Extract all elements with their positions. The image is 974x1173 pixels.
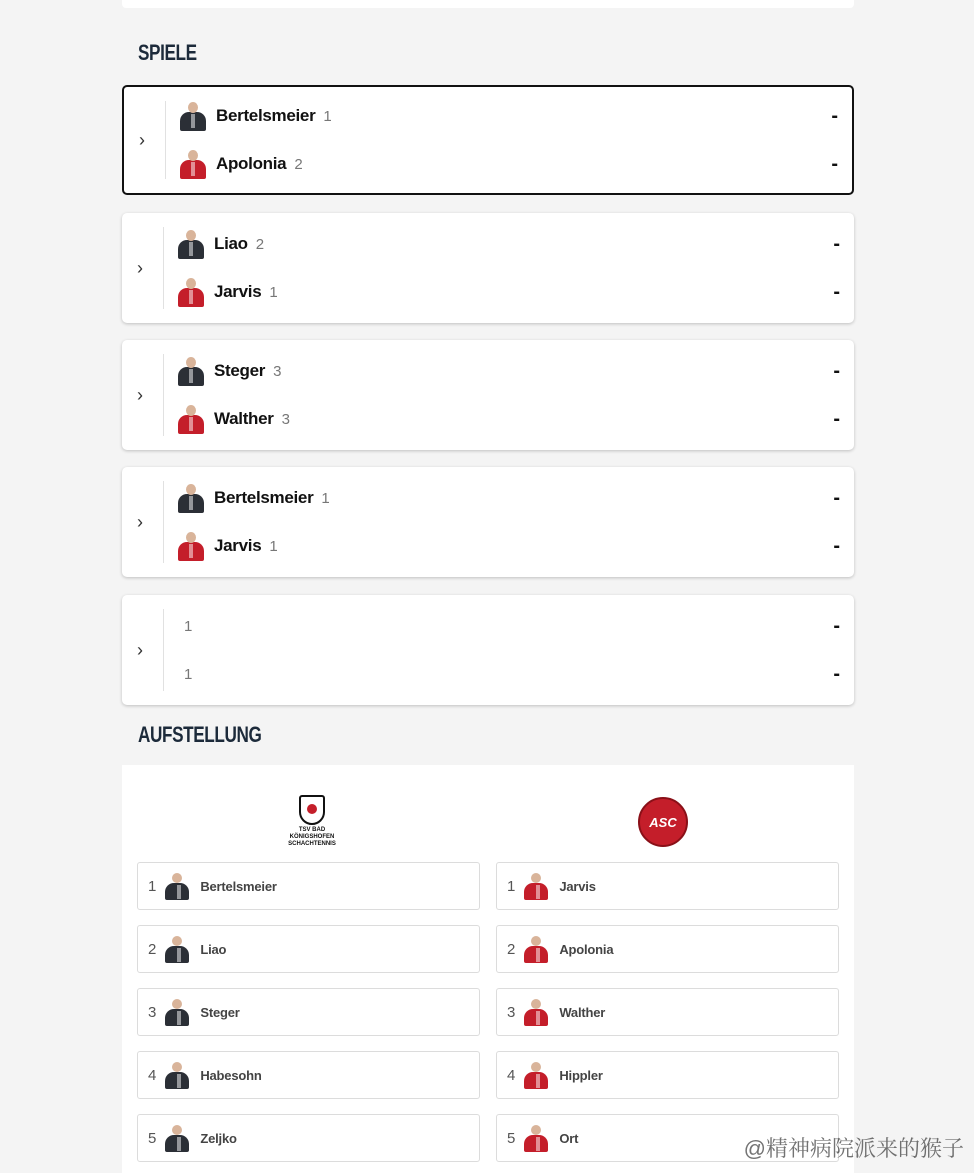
lineup-number: 3 — [507, 1003, 516, 1021]
player-avatar — [164, 1060, 190, 1090]
player-avatar — [523, 1060, 549, 1090]
match-player-row — [176, 402, 840, 436]
lineup-number: 4 — [507, 1066, 516, 1084]
player-avatar — [178, 100, 208, 132]
match-player-row — [176, 529, 840, 563]
player-number: 3 — [281, 410, 290, 428]
match-card[interactable] — [122, 213, 854, 323]
section-title-aufstellung: AUFSTELLUNG — [138, 722, 262, 747]
match-result: - — [833, 614, 840, 637]
lineup-player-name: Walther — [559, 1004, 606, 1020]
player-number: 1 — [269, 537, 278, 555]
match-player-row — [176, 354, 840, 388]
lineup-item[interactable] — [496, 862, 839, 910]
match-result: - — [833, 486, 840, 509]
player-avatar — [176, 403, 206, 435]
player-name: Bertelsmeier — [214, 488, 314, 507]
match-player-row — [176, 275, 840, 309]
player-name: Apolonia — [216, 154, 287, 173]
player-avatar — [164, 1123, 190, 1153]
divider — [163, 227, 164, 309]
chevron-right-icon[interactable]: › — [137, 385, 143, 405]
player-name: Jarvis — [214, 536, 262, 555]
lineup-number: 1 — [148, 877, 157, 895]
lineup-player-name: Hippler — [559, 1067, 603, 1083]
lineup-item[interactable] — [137, 1114, 480, 1162]
player-number: 1 — [323, 107, 332, 125]
match-player-row — [176, 609, 840, 643]
tsv-crest-icon — [299, 795, 325, 825]
asc-logo-text: ASC — [649, 814, 677, 830]
chevron-right-icon[interactable]: › — [137, 512, 143, 532]
match-player-row — [176, 227, 840, 261]
lineup-item[interactable] — [496, 925, 839, 973]
divider — [163, 354, 164, 436]
lineup-player-name: Ort — [559, 1130, 579, 1146]
player-number: 2 — [255, 235, 265, 253]
player-avatar — [176, 276, 206, 308]
watermark: @精神病院派来的猴子 — [743, 1136, 964, 1161]
lineup-player-name: Liao — [200, 941, 227, 957]
lineup-item[interactable] — [496, 988, 839, 1036]
player-number: 1 — [184, 617, 193, 635]
match-result: - — [833, 359, 840, 382]
player-avatar — [176, 482, 206, 514]
match-player-row — [176, 657, 840, 691]
match-player-row — [176, 481, 840, 515]
player-name: Steger — [214, 361, 266, 380]
player-avatar — [164, 871, 190, 901]
lineup-number: 5 — [148, 1129, 157, 1147]
lineup-item[interactable] — [137, 1051, 480, 1099]
match-result: - — [831, 152, 838, 175]
player-name: Walther — [214, 409, 274, 428]
lineup-player-name: Habesohn — [200, 1067, 262, 1083]
match-player-row — [178, 99, 838, 133]
player-avatar — [176, 355, 206, 387]
lineup-number: 4 — [148, 1066, 157, 1084]
lineup-item[interactable] — [137, 925, 480, 973]
player-avatar — [176, 530, 206, 562]
chevron-right-icon[interactable]: › — [137, 258, 143, 278]
match-result: - — [833, 662, 840, 685]
match-result: - — [831, 104, 838, 127]
lineup-player-name: Steger — [200, 1004, 240, 1020]
player-avatar — [178, 148, 208, 180]
divider — [163, 481, 164, 563]
lineup-player-name: Jarvis — [559, 878, 596, 894]
section-title-spiele: SPIELE — [138, 40, 197, 65]
divider — [163, 609, 164, 691]
match-result: - — [833, 534, 840, 557]
match-player-row — [178, 147, 838, 181]
lineup-number: 5 — [507, 1129, 516, 1147]
match-card[interactable] — [122, 85, 854, 195]
lineup-card — [122, 765, 854, 1173]
player-number: 3 — [273, 362, 282, 380]
player-avatar — [164, 934, 190, 964]
lineup-number: 1 — [507, 877, 516, 895]
player-avatar — [523, 1123, 549, 1153]
player-avatar — [523, 871, 549, 901]
match-result: - — [833, 407, 840, 430]
tsv-logo-text: TSV BAD KÖNIGSHOFEN SCHACHTENNIS — [288, 827, 336, 847]
match-card[interactable] — [122, 467, 854, 577]
match-card[interactable] — [122, 340, 854, 450]
chevron-right-icon[interactable]: › — [137, 640, 143, 660]
player-name: Jarvis — [214, 282, 262, 301]
previous-card — [122, 0, 854, 8]
player-avatar — [523, 997, 549, 1027]
chevron-right-icon[interactable]: › — [139, 130, 145, 150]
lineup-number: 2 — [507, 940, 516, 958]
asc-logo — [638, 797, 688, 847]
lineup-player-name: Zeljko — [200, 1130, 237, 1146]
lineup-player-name: Apolonia — [559, 941, 614, 957]
player-avatar — [523, 934, 549, 964]
player-number: 1 — [321, 489, 330, 507]
player-name: Liao — [214, 234, 248, 253]
tsv-logo — [282, 795, 342, 851]
match-card[interactable] — [122, 595, 854, 705]
player-number: 1 — [184, 665, 193, 683]
player-number: 1 — [269, 283, 278, 301]
lineup-player-name: Bertelsmeier — [200, 878, 277, 894]
lineup-number: 3 — [148, 1003, 157, 1021]
match-result: - — [833, 280, 840, 303]
player-avatar — [176, 228, 206, 260]
player-number: 2 — [294, 155, 303, 173]
lineup-number: 2 — [148, 940, 157, 958]
player-avatar — [164, 997, 190, 1027]
match-result: - — [833, 232, 840, 255]
lineup-item[interactable] — [137, 988, 480, 1036]
player-name: Bertelsmeier — [216, 106, 316, 125]
divider — [165, 101, 166, 179]
lineup-item[interactable] — [496, 1051, 839, 1099]
lineup-item[interactable] — [137, 862, 480, 910]
